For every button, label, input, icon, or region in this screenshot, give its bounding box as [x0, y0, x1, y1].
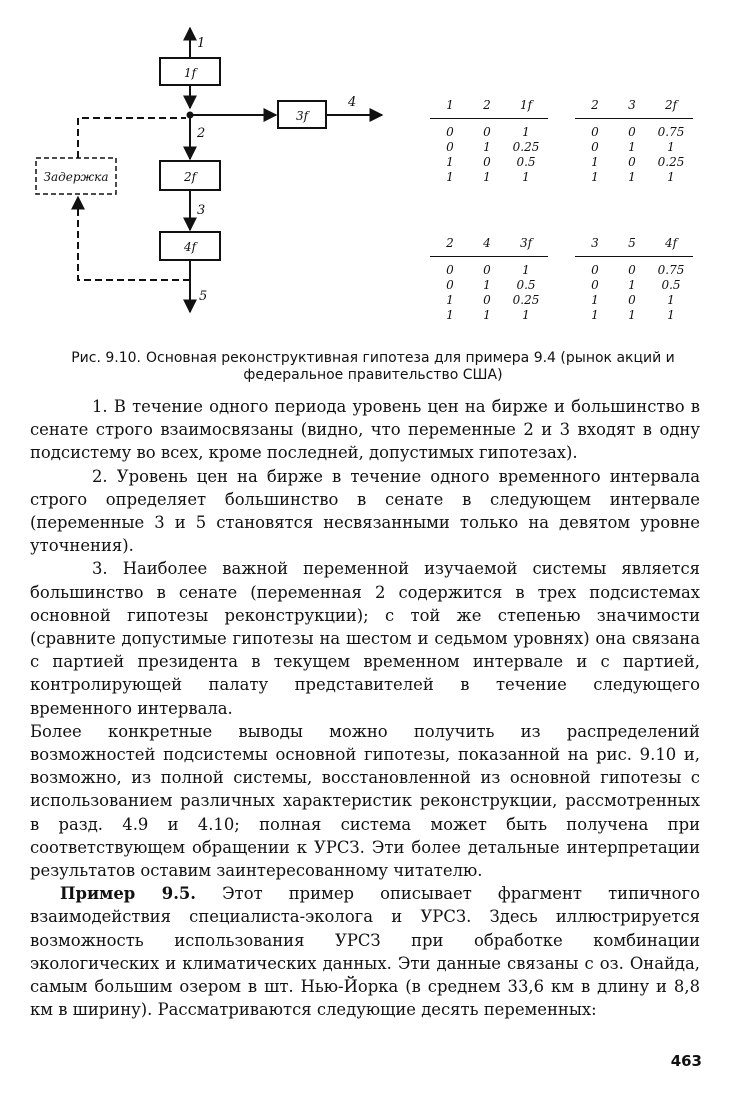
- table-cell: 1: [483, 170, 491, 184]
- paragraph-5: [30, 882, 700, 1021]
- table-cell: 1: [522, 170, 530, 184]
- table-cell: 1: [522, 263, 530, 277]
- table-cell: 0: [446, 278, 454, 292]
- table-cell: 1: [446, 155, 454, 169]
- figure-9-10: [0, 0, 738, 350]
- label-4f: 4f: [183, 240, 197, 254]
- table-cell: 0: [483, 263, 491, 277]
- table-cell: 0: [483, 125, 491, 139]
- table-cell: 1: [591, 293, 599, 307]
- table-cell: 1: [667, 293, 675, 307]
- label-delay: Задержка: [43, 170, 109, 184]
- distribution-table-2f: [575, 98, 693, 185]
- table-header: 3: [575, 236, 615, 257]
- table-cell: 1: [591, 155, 599, 169]
- table-header: 1: [430, 98, 470, 119]
- table-cell: 0: [591, 263, 599, 277]
- arrow-label-2: 2: [197, 126, 206, 141]
- table-cell: 0.75: [657, 263, 685, 277]
- arrow-label-4: 4: [348, 95, 357, 110]
- table-cell: 0: [446, 125, 454, 139]
- table-header: 2: [575, 98, 615, 119]
- table-cell: 0: [628, 155, 636, 169]
- table-cell: 1: [667, 170, 675, 184]
- page-number: 463: [670, 1052, 702, 1070]
- table-cell: 0: [446, 263, 454, 277]
- table-cell: 1: [628, 278, 636, 292]
- table-cell: 1: [446, 293, 454, 307]
- table-cell: 0.5: [516, 278, 536, 292]
- table-cell: 1: [591, 308, 599, 322]
- label-2f: 2f: [183, 170, 197, 184]
- table-cell: 0: [628, 125, 636, 139]
- arrow-label-5: 5: [199, 289, 208, 304]
- table-header: 5: [615, 236, 649, 257]
- distribution-table-1f: [430, 98, 548, 185]
- caption-text: Основная реконструктивная гипотеза для примера 9.4 (рынок акций и федеральное правительство США): [146, 350, 675, 383]
- arrow-label-3: 3: [197, 203, 206, 218]
- table-header: 4f: [649, 236, 693, 257]
- table-cell: 0.75: [657, 125, 685, 139]
- example-heading: Пример 9.5.: [60, 884, 197, 904]
- table-header: 3f: [504, 236, 548, 257]
- paragraph-5-text: Этот пример описывает фрагмент типичного взаимодействия специалиста-эколога и УРСЗ. Здесь иллюстрируется возможность использования УРСЗ при обработке комбинации экологических и климатических данных. Эти данные связаны с оз. Онайда, самым большим озером в шт. Нью-Йорка (в среднем 33,6 км в длину и 8,8 км в ширину). Рассматриваются следующие десять переменных:: [30, 884, 701, 1020]
- distribution-table-4f: [575, 236, 693, 323]
- figure-caption: [28, 350, 718, 384]
- paragraph-2: 2. Уровень цен на бирже в течение одного временного интервала строго определяет большинство в сенате в следующем интервале (переменные 3 и 5 становятся несвязанными только на девятом уровне уточнения).: [30, 466, 700, 556]
- paragraph-3: 3. Наиболее важной переменной изучаемой системы является большинство в сенате (переменная 2 содержится в трех подсистемах основной гипотезы реконструкции); с той же степенью значимости (сравните допустимые гипотезы на шестом и седьмом уровнях) она связана с партией президента в текущем временном интервале и с партией, контролирующей палату представителей в течение следующего временного интервала.: [30, 559, 700, 718]
- table-header: 1f: [504, 98, 548, 119]
- label-1f: 1f: [183, 66, 197, 80]
- body-text: [30, 395, 700, 1021]
- table-header: 2: [430, 236, 470, 257]
- table-cell: 0.5: [516, 155, 536, 169]
- table-cell: 0.25: [512, 293, 540, 307]
- table-cell: 1: [591, 170, 599, 184]
- caption-prefix: Рис. 9.10.: [71, 350, 141, 366]
- table-cell: 0.25: [657, 155, 685, 169]
- arrow-label-1: 1: [197, 36, 206, 51]
- distribution-table-3f: [430, 236, 548, 323]
- paragraph-4: Более конкретные выводы можно получить из распределений возможностей подсистемы основной гипотезы, показанной на рис. 9.10 и, возможно, из полной системы, восстановленной из основной гипотезы с использованием различных характеристик реконструкции, рассмотренных в разд. 4.9 и 4.10; полная система может быть получена при соответствующем обращении к УРСЗ. Эти более детальные интерпретации результатов оставим заинтересованному читателю.: [30, 721, 700, 881]
- table-cell: 1: [446, 308, 454, 322]
- table-cell: 0: [591, 125, 599, 139]
- table-header: 4: [470, 236, 504, 257]
- label-3f: 3f: [295, 109, 309, 123]
- table-header: 2f: [649, 98, 693, 119]
- paragraph-1: 1. В течение одного периода уровень цен на бирже и большинство в сенате строго взаимосвязаны (видно, что переменные 2 и 3 входят в одну подсистему во всех, кроме последней, допустимых гипотезах).: [30, 397, 700, 463]
- table-cell: 1: [628, 140, 636, 154]
- table-cell: 0.25: [512, 140, 540, 154]
- table-cell: 0: [483, 293, 491, 307]
- delay-return-line: [78, 118, 186, 158]
- table-cell: 1: [483, 140, 491, 154]
- table-cell: 0: [628, 293, 636, 307]
- table-cell: 0.5: [661, 278, 681, 292]
- table-cell: 1: [628, 170, 636, 184]
- table-cell: 0: [446, 140, 454, 154]
- table-cell: 1: [522, 308, 530, 322]
- table-cell: 1: [483, 308, 491, 322]
- table-header: 3: [615, 98, 649, 119]
- table-cell: 1: [628, 308, 636, 322]
- table-cell: 1: [483, 278, 491, 292]
- table-cell: 0: [591, 278, 599, 292]
- table-cell: 1: [522, 125, 530, 139]
- table-cell: 0: [483, 155, 491, 169]
- table-cell: 0: [628, 263, 636, 277]
- table-cell: 1: [667, 308, 675, 322]
- table-cell: 1: [446, 170, 454, 184]
- table-cell: 1: [667, 140, 675, 154]
- table-cell: 0: [591, 140, 599, 154]
- table-header: 2: [470, 98, 504, 119]
